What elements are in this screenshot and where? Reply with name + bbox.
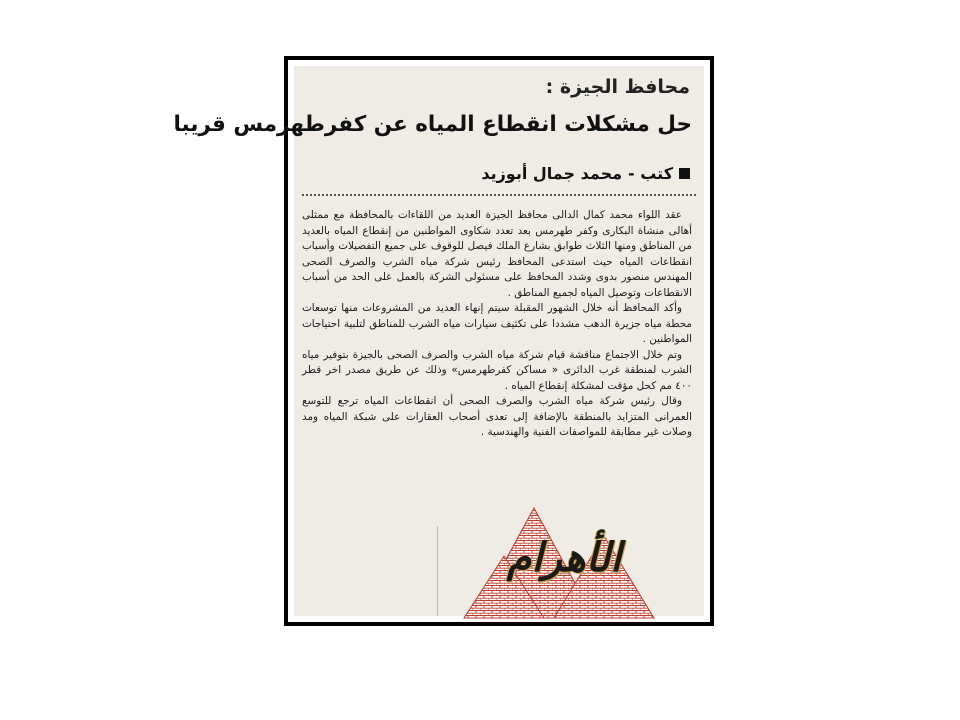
- article-paragraph: عقد اللواء محمد كمال الدالى محافظ الجيزة العديد من اللقاءات بالمحافظة مع ممثلى أهالى منشاة البكارى وكفر طهرمس بعد تعدد شكاوى المواطنين من إنقطاع المياه بالعديد من المناطق ومنها الثلاث طوابق بشارع الملك فيصل للوقوف على جميع التفصيلات وأسباب انقطاعات المياه حيث استدعى المحافظ رئيس شركة مياه الشرب والصرف الصحى المهندس منصور بدوى وشدد المحافظ على مسئولى الشركة بالعمل على الحد من أسباب الانقطاعات وتوصيل المياه لجميع المناطق .: [302, 209, 692, 299]
- article-kicker: محافظ الجيزة :: [545, 76, 690, 98]
- bullet-square-icon: [679, 168, 690, 179]
- article-clipping-frame: [173, 56, 714, 626]
- article-headline: حل مشكلات انقطاع المياه عن كفرطهرمس قريبا: [173, 112, 692, 137]
- author-name: محمد جمال أبوزيد: [481, 164, 623, 183]
- byline-prefix: كتب -: [628, 164, 673, 183]
- column-divider: [437, 526, 438, 616]
- al-ahram-logo: [464, 506, 664, 624]
- article-paragraph: وتم خلال الاجتماع مناقشة قيام شركة مياه الشرب والصرف الصحى بالجيزة بتوفير مياه الشرب لمنطقة غرب الدائرى « مساكن كفرطهرمس» وذلك عن طريق مصدر اخر قطر ٤٠٠ مم كحل مؤقت لمشكلة إنقطاع المياه .: [302, 348, 692, 392]
- article-paragraph: وأكد المحافظ أنه خلال الشهور المقبلة سيتم إنهاء العديد من المشروعات منها توسعات محطة مياه جزيرة الدهب مشددا على تكثيف سيارات مياه الشرب للمناطق لتلبية احتياجات المواطنين .: [302, 302, 692, 345]
- article-paragraph: وقال رئيس شركة مياه الشرب والصرف الصحى أن انقطاعات المياه ترجع للتوسع العمرانى المتزايد بالمنطقة بالإضافة إلى تعدى أصحاب العقارات على شبكة المياه ومد وصلات غير مطابقة للمواصفات الفنية والهندسية .: [302, 395, 692, 438]
- article-byline: [481, 164, 690, 183]
- newspaper-clipping: [173, 66, 704, 616]
- dotted-divider: [302, 194, 696, 196]
- article-body: [302, 208, 692, 441]
- logo-wordmark: الأهرام: [506, 534, 622, 581]
